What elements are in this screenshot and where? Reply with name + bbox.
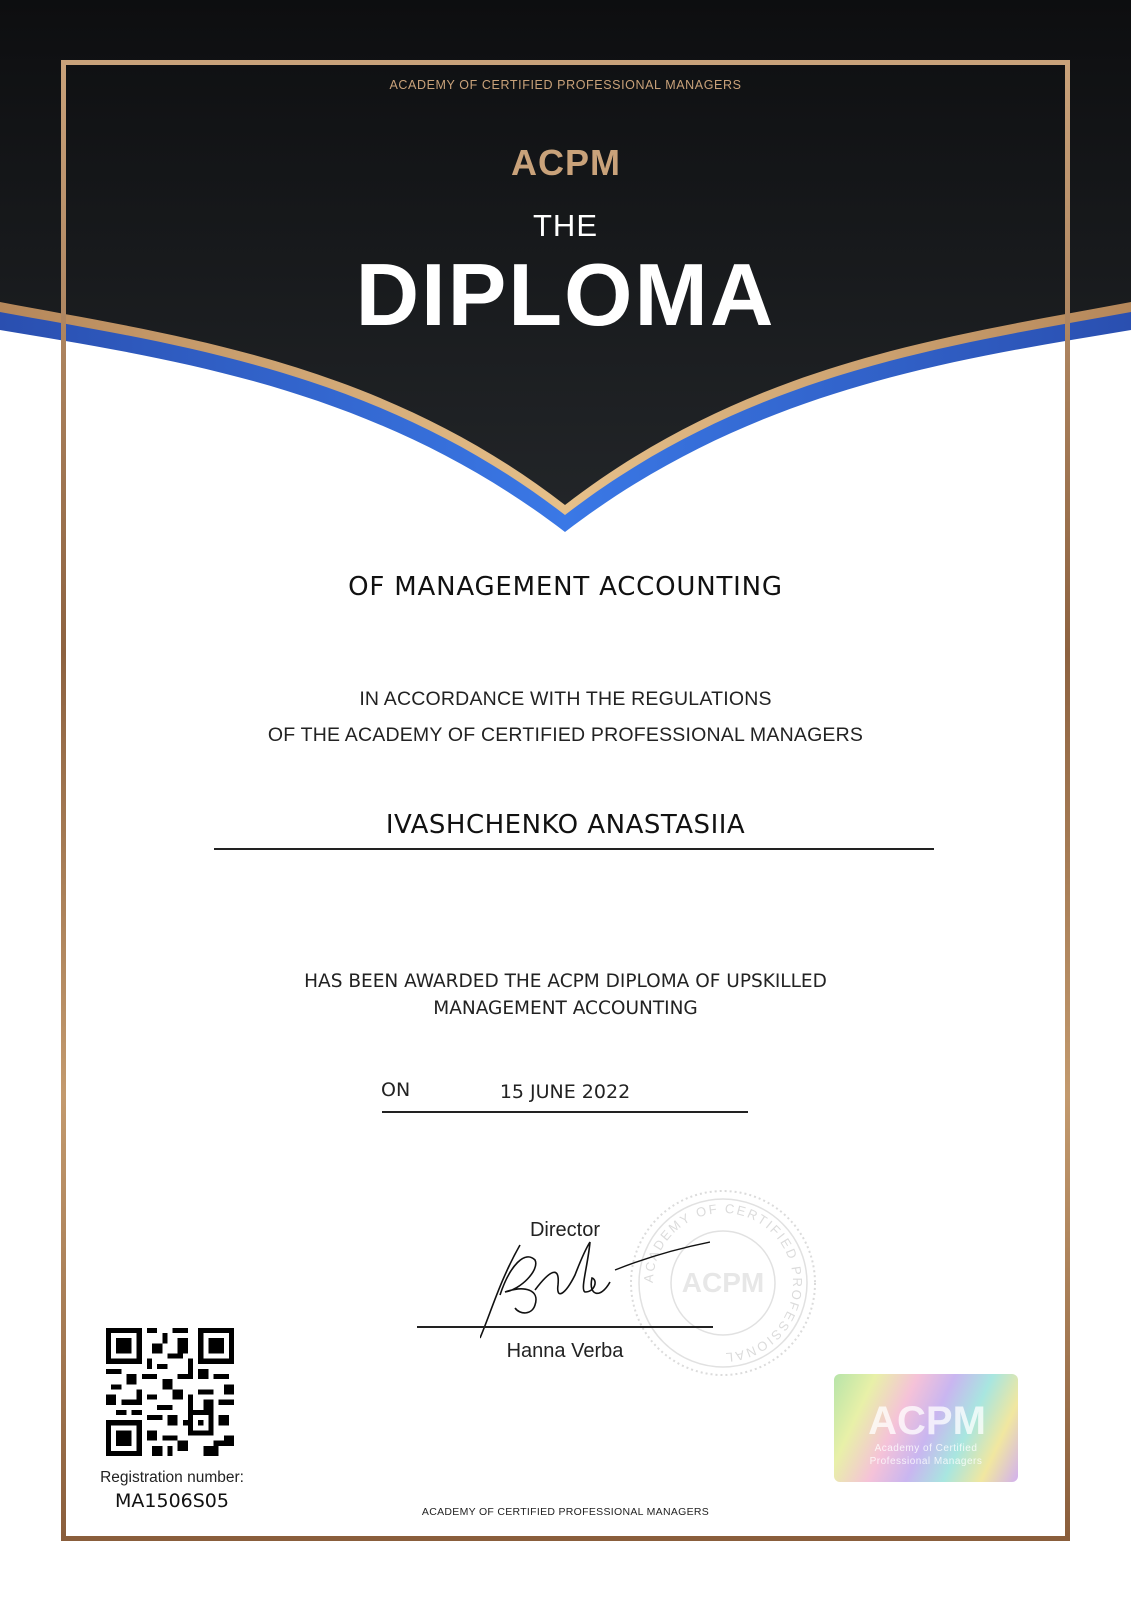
hologram-text-line-1: Academy of Certified [874, 1443, 978, 1454]
qr-code [106, 1328, 234, 1456]
hologram-text-line-2: Professional Managers [869, 1456, 983, 1467]
academy-name-top: ACADEMY OF CERTIFIED PROFESSIONAL MANAGERS [389, 78, 742, 92]
award-line-1: HAS BEEN AWARDED THE ACPM DIPLOMA OF UPSKILLED [304, 971, 827, 992]
on-label: ON [381, 1079, 411, 1101]
director-signature [480, 1220, 710, 1340]
svg-text:ACPM: ACPM [681, 1267, 765, 1298]
svg-text:ACPM: ACPM [868, 1399, 986, 1440]
registration-label: Registration number: [100, 1469, 244, 1486]
signature-line [417, 1326, 713, 1328]
signatory-name: Hanna Verba [506, 1340, 624, 1362]
svg-text:ACADEMY OF CERTIFIED PROFESSIO: ACADEMY OF CERTIFIED PROFESSIONAL [640, 1200, 806, 1366]
recipient-name: IVASHCHENKO ANASTASIIA [385, 810, 746, 840]
award-line-2: MANAGEMENT ACCOUNTING [433, 998, 698, 1019]
date-underline [382, 1111, 748, 1113]
academy-name-bottom: ACADEMY OF CERTIFIED PROFESSIONAL MANAGERS [421, 1506, 710, 1518]
svg-text:ACPM: ACPM [511, 142, 621, 182]
hologram-logo [862, 1396, 992, 1440]
diploma-subject: OF MANAGEMENT ACCOUNTING [348, 572, 783, 602]
title-diploma: DIPLOMA [355, 245, 776, 344]
registration-number: MA1506S05 [115, 1490, 229, 1512]
award-date: 15 JUNE 2022 [499, 1081, 631, 1103]
regulations-line-1: IN ACCORDANCE WITH THE REGULATIONS [359, 688, 772, 710]
hologram-sticker [834, 1374, 1018, 1482]
regulations-line-2: OF THE ACADEMY OF CERTIFIED PROFESSIONAL MANAGERS [267, 724, 864, 746]
acpm-logo [506, 142, 626, 182]
name-underline [214, 848, 934, 850]
title-the: THE [533, 208, 598, 243]
signatory-title: Director [529, 1219, 600, 1241]
